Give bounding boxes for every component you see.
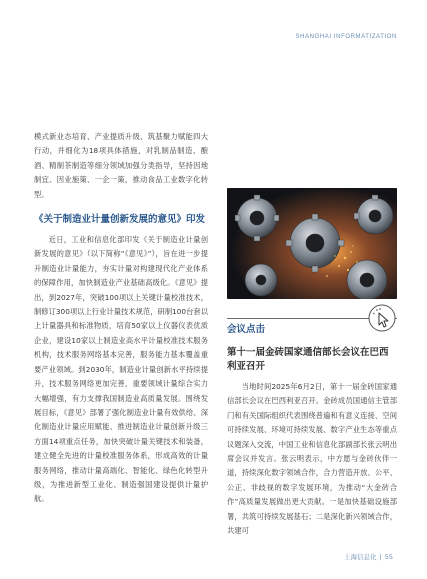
section-heading: 《关于制造业计量创新发展的意见》印发 [34,214,206,226]
left-column [34,130,208,507]
page-number: 55 [384,553,393,561]
magazine-name: 上海信息化 [344,553,377,561]
section-label: 会议点击 [227,324,266,335]
click-cursor-icon [367,303,397,333]
intro-paragraph: 模式新业态培育、产业提质升级、筑基聚力赋能四大行动，并细化为18项具体措施，对乳制品制造、酿酒、精制茶制造等细分领域加强分类指导，坚持因地制宜、因业施策、一企一策，推动食品工业数字化转型。 [34,132,208,199]
page-footer [344,552,393,561]
article-body: 当地时间2025年6月2日，第十一届金砖国家通信部长会议在巴西利亚召开。金砖成员国通信主管部门和有关国际组织代表围绕普遍和有意义连接、空间可持续发展、环境可持续发展、数字产业生态等重点议题深入交流，中国工业和信息化部副部长张云明出席会议并发言。张云明表示，中方愿与金砖伙伴一道，持续深化数字领域合作，合力营造开放、公平、公正、非歧视的数字发展环境，为推动“大金砖合作”高质量发展做出更大贡献。一是加快基础设施部署，共筑可持续发展基石；二是深化新兴领域合作，共建可 [227,382,397,536]
footer-separator: | [379,553,382,561]
right-column [227,311,397,538]
body-paragraph: 近日，工业和信息化部印发《关于制造业计量创新发展的意见》（以下简称“《意见》”），旨在进一步提升制造业计量能力，夯实计量对构建现代化产业体系的保障作用，加快制造业产业基础高级化。《意见》提出，到2027年，突破100项以上关键计量校准技术，制修订300项以上行业计量技术规范，研制100台套以上计量器具和标准物质，培育50家以上仪器仪表优质企业，建设10家以上制造业高水平计量校准技术服务机构，技术服务网络基本完善，服务能力基本覆盖重要产业领域。到2030年，制造业计量创新水平持续提升，技术服务网络更加完善，重要领域计量综合实力大幅增强，有力支撑我国制造业高质量发展。围绕发展目标，《意见》部署了强化制造业计量有效供给、深化制造业计量应用赋能、推进制造业计量创新升级三方面14项重点任务，加快突破计量关键技术和装备，建立健全先进的计量校准服务体系，形成高效的计量服务网络，推动计量高端化、智能化、绿色化转型升级，为推进新型工业化、制造强国建设提供计量护航。 [34,235,208,504]
article-title: 第十一届金砖国家通信部长会议在巴西利亚召开 [227,347,389,372]
section-bar [227,311,397,337]
gears-image [227,188,397,299]
gears-illustration [227,188,397,299]
magazine-header: SHANGHAI INFORMATIZATION [295,34,397,40]
